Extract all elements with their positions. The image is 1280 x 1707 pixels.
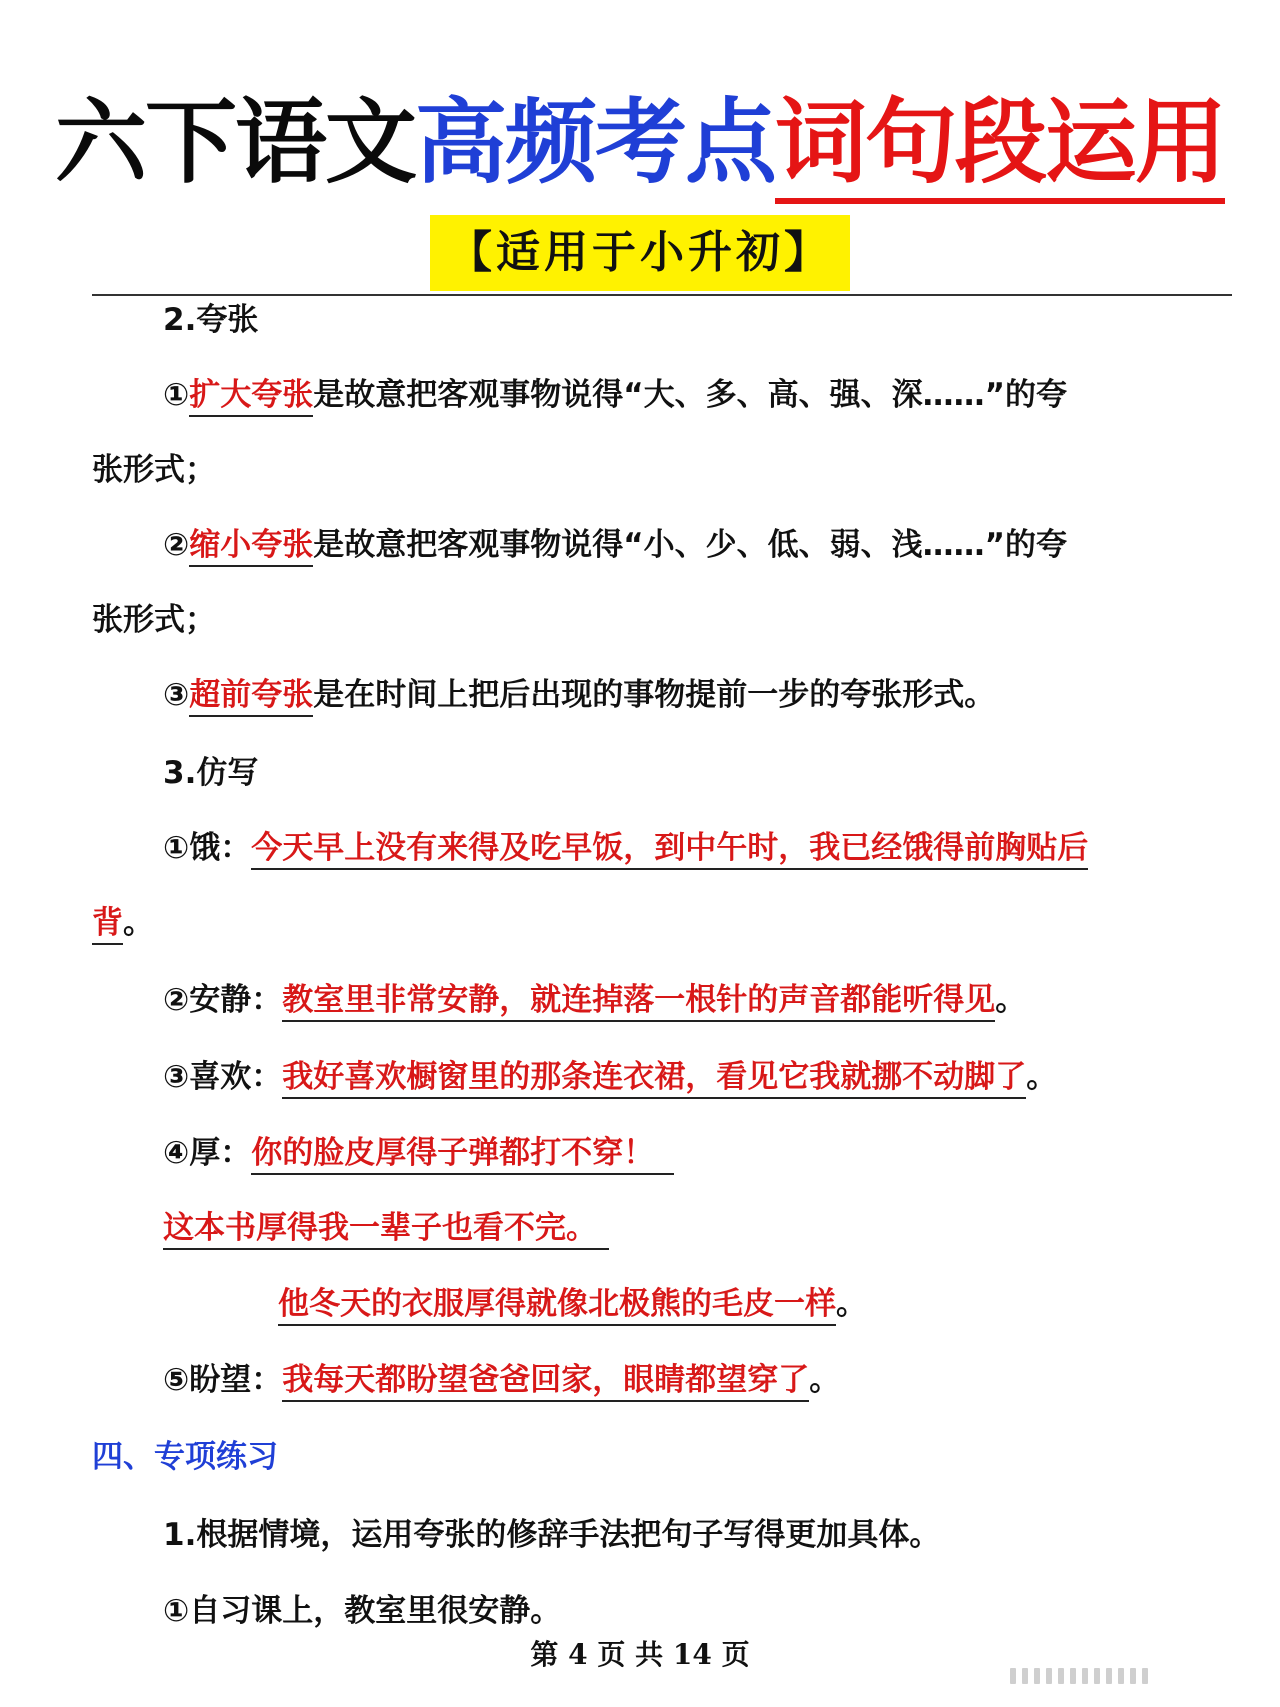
answer-text: 这本书厚得我一辈子也看不完。 bbox=[163, 1210, 609, 1250]
item-label: ④厚： bbox=[163, 1135, 252, 1171]
exaggeration-item-1-cont: 张形式； bbox=[92, 452, 216, 488]
practice-question-1: 1.根据情境，运用夸张的修辞手法把句子写得更加具体。 bbox=[163, 1517, 941, 1553]
imitation-item-hungry-cont bbox=[92, 903, 154, 943]
answer-text: 教室里非常安静，就连掉落一根针的声音都能听得见 bbox=[282, 982, 995, 1022]
answer-text: 他冬天的衣服厚得就像北极熊的毛皮一样 bbox=[278, 1286, 836, 1326]
imitation-item-thick-2 bbox=[163, 1208, 609, 1248]
title-part-usage: 词句段运用 bbox=[775, 89, 1225, 204]
page-title bbox=[0, 88, 1280, 198]
sentence-end: 。 bbox=[995, 982, 1027, 1018]
imitation-item-thick-3 bbox=[278, 1284, 867, 1324]
answer-text: 我好喜欢橱窗里的那条连衣裙，看见它我就挪不动脚了 bbox=[282, 1059, 1026, 1099]
term-advance-exaggeration: 超前夸张 bbox=[189, 677, 313, 717]
answer-text: 我每天都盼望爸爸回家，眼睛都望穿了 bbox=[282, 1362, 809, 1402]
subtitle-badge: 【适用于小升初】 bbox=[430, 215, 850, 291]
imitation-item-quiet bbox=[163, 980, 1026, 1020]
section-heading-practice: 四、专项练习 bbox=[92, 1439, 278, 1475]
item-number: ③ bbox=[163, 677, 190, 713]
section-heading-exaggeration: 2.夸张 bbox=[163, 302, 259, 338]
exaggeration-item-1 bbox=[163, 375, 1067, 415]
subtitle-container bbox=[0, 215, 1280, 291]
imitation-item-like bbox=[163, 1057, 1057, 1097]
watermark-mark bbox=[1010, 1668, 1220, 1686]
sentence-end: 。 bbox=[1026, 1059, 1058, 1095]
imitation-item-hungry bbox=[163, 828, 1088, 868]
item-number: ① bbox=[163, 377, 190, 413]
item-number: ② bbox=[163, 527, 190, 563]
section-heading-imitation: 3.仿写 bbox=[163, 755, 259, 791]
answer-text: 今天早上没有来得及吃早饭，到中午时，我已经饿得前胸贴后 bbox=[251, 830, 1088, 870]
exaggeration-item-3 bbox=[163, 675, 995, 715]
item-label: ③喜欢： bbox=[163, 1059, 283, 1095]
title-part-grade: 六下语文 bbox=[54, 89, 415, 196]
item-text: 是在时间上把后出现的事物提前一步的夸张形式。 bbox=[313, 677, 996, 713]
item-label: ①饿： bbox=[163, 830, 252, 866]
sentence-end: 。 bbox=[836, 1286, 867, 1322]
header-divider bbox=[92, 294, 1232, 296]
item-label: ⑤盼望： bbox=[163, 1362, 283, 1398]
exaggeration-item-2 bbox=[163, 525, 1067, 565]
answer-text: 背 bbox=[92, 905, 123, 945]
term-expand-exaggeration: 扩大夸张 bbox=[189, 377, 313, 417]
item-label: ②安静： bbox=[163, 982, 283, 1018]
item-text: 是故意把客观事物说得“大、多、高、强、深……”的夸 bbox=[313, 377, 1067, 413]
answer-text: 你的脸皮厚得子弹都打不穿！ bbox=[251, 1135, 674, 1175]
imitation-item-hope bbox=[163, 1360, 840, 1400]
exaggeration-item-2-cont: 张形式； bbox=[92, 602, 216, 638]
title-part-key-points: 高频考点 bbox=[414, 89, 775, 196]
item-text: 是故意把客观事物说得“小、少、低、弱、浅……”的夸 bbox=[313, 527, 1067, 563]
term-shrink-exaggeration: 缩小夸张 bbox=[189, 527, 313, 567]
imitation-item-thick bbox=[163, 1133, 674, 1173]
sentence-end: 。 bbox=[809, 1362, 841, 1398]
sentence-end: 。 bbox=[123, 905, 154, 941]
page-number: 第 4 页 共 14 页 bbox=[530, 1638, 750, 1671]
practice-question-1-item-1: ①自习课上，教室里很安静。 bbox=[163, 1593, 562, 1629]
